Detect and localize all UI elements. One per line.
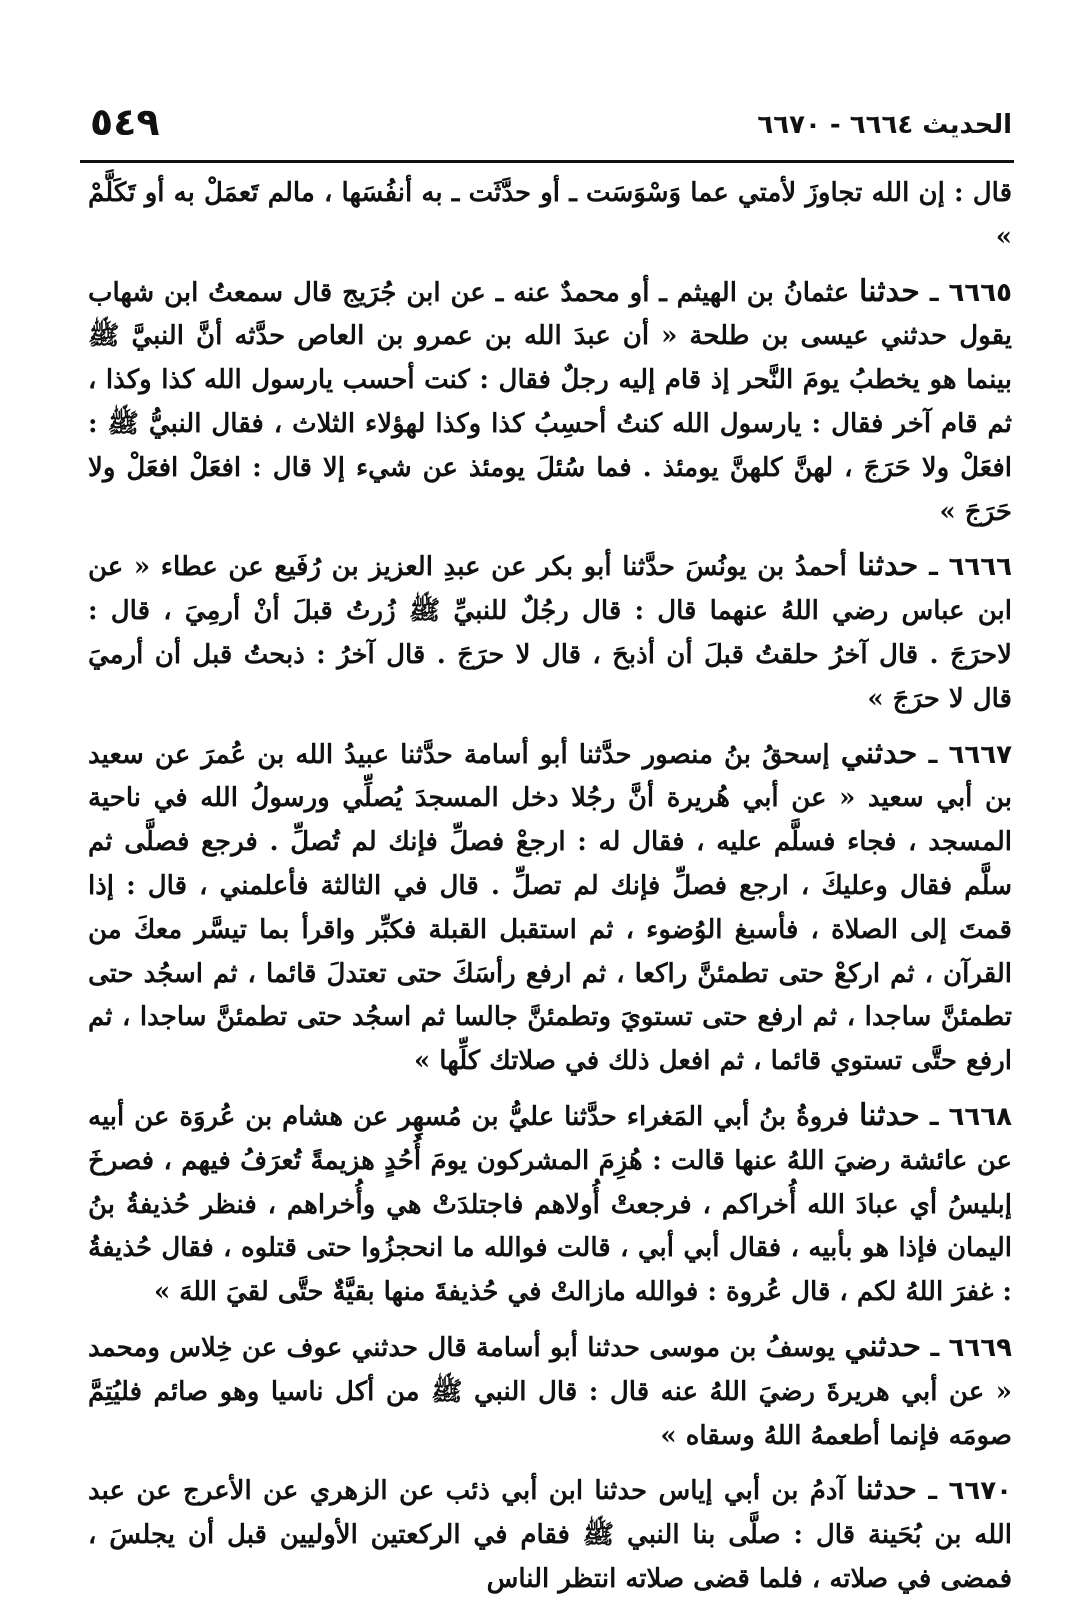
- hadith-number: ٦٦٦٨ ـ: [929, 1101, 1012, 1132]
- hadith-number: ٦٦٦٩ ـ: [930, 1332, 1012, 1363]
- hadith-6667: [88, 732, 1012, 1084]
- narration-word: حدثنا: [857, 548, 919, 584]
- hadith-text: يوسفُ بن موسى حدثنا أبو أسامة قال حدثني عوف عن خِلاس ومحمد « عن أبي هريرةَ رضيَ اللهُ عنه قال : قال النبي ﷺ من أكل ناسيا وهو صائم فليُتِمَّ صومَه فإنما أطعمهُ اللهُ وسقاه »: [88, 1332, 1012, 1451]
- hadith-text: أحمدُ بن يونُسَ حدَّثنا أبو بكر عن عبدِ العزيز بن رُفَيع عن عطاء « عن ابن عباس رضي اللهُ عنهما قال : قال رجُلٌ للنبيِّ ﷺ زُرتُ قبلَ أنْ أرمِيَ ، قال : لاحرَجَ . قال آخرُ حلقتُ قبلَ أن أذبحَ ، قال لا حرَجَ . قال آخرُ : ذبحتُ قبل أن أرميَ قال لا حرَجَ »: [88, 552, 1012, 714]
- narration-word: حدثنا: [858, 1097, 920, 1133]
- narration-word: حدثني: [844, 1328, 922, 1364]
- hadith-6670: [88, 1468, 1012, 1601]
- hadith-6668: [88, 1094, 1012, 1315]
- hadith-text: آدمُ بن أبي إياس حدثنا ابن أبي ذئب عن الزهري عن الأعرج عن عبد الله بن بُحَينة قال : صلَّى بنا النبي ﷺ فقام في الركعتين الأوليين قبل أن يجلسَ ، فمضى في صلاته ، فلما قضى صلاته انتظر الناس: [88, 1476, 1012, 1594]
- narration-word: حدثني: [840, 735, 918, 771]
- narration-word: حدثنا: [856, 1472, 917, 1508]
- page-header: [80, 96, 1012, 156]
- hadith-number: ٦٦٦٧ ـ: [928, 739, 1012, 770]
- hadith-6669: [88, 1325, 1012, 1458]
- paragraph-text: قال : إن الله تجاوزَ لأمتي عما وَسْوَسَت ـ أو حدَّثَت ـ به أنفُسَها ، مالم تَعمَلْ به أو تَكَلَّمْ »: [88, 178, 1012, 252]
- page-number: ٥٤٩: [90, 100, 160, 144]
- hadith-text: عثمانُ بن الهيثم ـ أو محمدٌ عنه ـ عن ابن جُرَيج قال سمعتُ ابن شهاب يقول حدثني عيسى بن طلحة « أن عبدَ الله بن عمرو بن العاص حدَّثه أنَّ النبيَّ ﷺ بينما هو يخطبُ يومَ النَّحر إذ قام إليه رجلٌ فقال : كنت أحسب يارسول الله كذا وكذا ، ثم قام آخر فقال : يارسول الله كنتُ أحسِبُ كذا وكذا لهؤلاء الثلاث ، فقال النبيُّ ﷺ : افعَلْ ولا حَرَجَ ، لهنَّ كلهنَّ يومئذ . فما سُئلَ يومئذ عن شيء إلا قال : افعَلْ افعَلْ ولا حَرَجَ »: [88, 277, 1013, 527]
- narration-word: حدثنا: [859, 273, 920, 309]
- header-rule: [80, 160, 1014, 163]
- hadith-6665: [88, 270, 1012, 535]
- paragraph-continuation: [88, 172, 1012, 260]
- hadith-6666: [88, 544, 1012, 721]
- hadith-number: ٦٦٧٠ ـ: [928, 1476, 1012, 1507]
- hadith-text: إسحقُ بنُ منصور حدَّثنا أبو أسامة حدَّثنا عبيدُ الله بن عُمرَ عن سعيد بن أبي سعيد « عن أبي هُريرة أنَّ رجُلا دخل المسجدَ يُصلِّي ورسولُ الله في ناحية المسجد ، فجاء فسلَّم عليه ، فقال له : ارجعْ فصلِّ فإنك لم تُصلِّ . فرجع فصلَّى ثم سلَّم فقال وعليكَ ، ارجع فصلِّ فإنك لم تصلِّ . قال في الثالثة فأعلمني ، قال : إذا قمتَ إلى الصلاة ، فأسبغ الوُضوء ، ثم استقبل القبلة فكبِّر واقرأ بما تيسَّر معكَ من القرآن ، ثم اركعْ حتى تطمئنَّ راكعا ، ثم ارفع رأسَكَ حتى تعتدلَ قائما ، ثم اسجُد حتى تطمئنَّ ساجدا ، ثم ارفع حتى تستويَ وتطمئنَّ جالسا ثم اسجُد حتى تطمئنَّ ساجدا ، ثم ارفع حتَّى تستوي قائما ، ثم افعل ذلك في صلاتك كلِّها »: [88, 739, 1012, 1077]
- hadith-number: ٦٦٦٦ ـ: [929, 552, 1012, 583]
- hadith-text: فروةُ بنُ أبي المَغراء حدَّثنا عليُّ بن مُسهِر عن هشام بن عُروَة عن أبيه عن عائشة رضيَ اللهُ عنها قالت : هُزِمَ المشركون يومَ أُحُدٍ هزيمةً تُعرَفُ فيهم ، فصرخَ إبليسُ أي عبادَ الله أُخراكم ، فرجعتْ أُولاهم فاجتلدَتْ هي وأُخراهم ، فنظر حُذيفةُ بنُ اليمان فإذا هو بأبيه ، فقال أبي أبي ، قالت فوالله ما انحجزُوا حتى قتلوه ، فقال حُذيفةُ : غفرَ اللهُ لكم ، قال عُروة : فوالله مازالتْ في حُذيفةَ منها بقيَّةٌ حتَّى لقيَ اللهَ »: [88, 1101, 1012, 1308]
- hadith-number: ٦٦٦٥ ـ: [929, 277, 1013, 308]
- running-title: الحديث ٦٦٦٤ - ٦٦٧٠: [757, 110, 1012, 140]
- page-body: [88, 172, 1012, 1602]
